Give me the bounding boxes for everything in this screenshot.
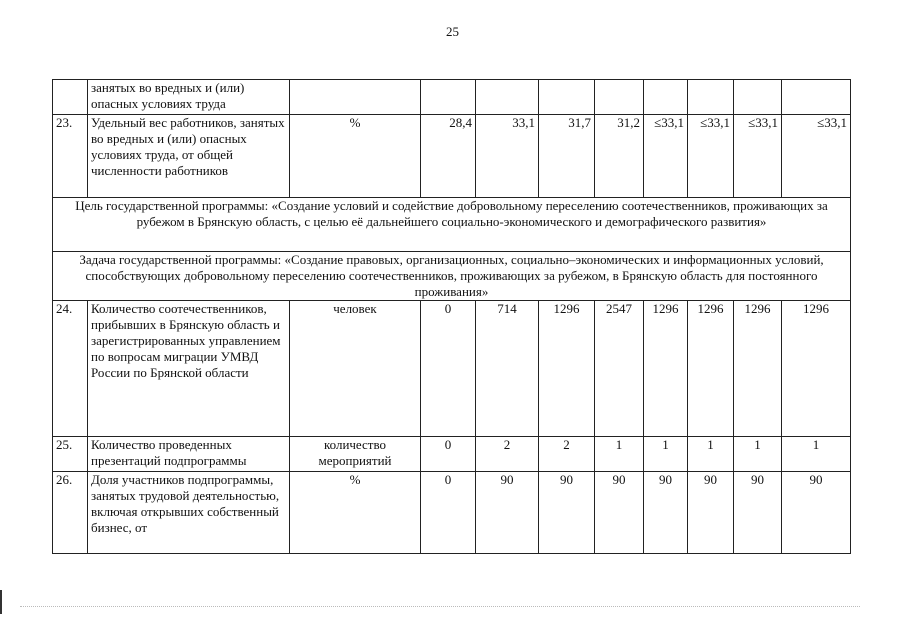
goal-row <box>53 198 851 252</box>
value-cell <box>421 80 476 115</box>
value-cell: ≤33,1 <box>734 115 782 198</box>
value-cell: 1 <box>644 437 688 472</box>
program-task-text: Задача государственной программы: «Создание правовых, организационных, социально–экономических и информационных условий, способствующих добровольному переселению соотечественников, проживающих за рубежом, в Брянскую область для постоянного проживания» <box>53 252 851 301</box>
indicator-name-cell: Количество проведенных презентаций подпрограммы <box>88 437 290 472</box>
value-cell: 90 <box>734 472 782 554</box>
value-cell: 1 <box>782 437 851 472</box>
value-cell: 1296 <box>734 301 782 437</box>
indicator-name-cell: Удельный вес работников, занятых во вредных и (или) опасных условиях труда, от общей численности работников <box>88 115 290 198</box>
value-cell: 2547 <box>595 301 644 437</box>
value-cell: 1 <box>595 437 644 472</box>
value-cell: 90 <box>476 472 539 554</box>
unit-cell: % <box>290 472 421 554</box>
value-cell: 2 <box>539 437 595 472</box>
value-cell: ≤33,1 <box>688 115 734 198</box>
value-cell: 90 <box>595 472 644 554</box>
indicator-name-cell: Доля участников подпрограммы, занятых трудовой деятельностью, включая открывших собственный бизнес, от <box>88 472 290 554</box>
scan-noise-line <box>20 606 860 607</box>
value-cell: 90 <box>644 472 688 554</box>
value-cell: ≤33,1 <box>782 115 851 198</box>
value-cell: 90 <box>688 472 734 554</box>
indicators-table <box>52 79 851 554</box>
table-row-25 <box>53 437 851 472</box>
value-cell: 1296 <box>782 301 851 437</box>
value-cell: 33,1 <box>476 115 539 198</box>
row-number-cell: 26. <box>53 472 88 554</box>
value-cell <box>734 80 782 115</box>
unit-cell: % <box>290 115 421 198</box>
scan-edge-mark <box>0 590 2 614</box>
value-cell: 2 <box>476 437 539 472</box>
task-row <box>53 252 851 301</box>
table-row-23 <box>53 115 851 198</box>
row-number-cell: 23. <box>53 115 88 198</box>
value-cell: 28,4 <box>421 115 476 198</box>
row-number-cell: 25. <box>53 437 88 472</box>
value-cell: 1 <box>688 437 734 472</box>
value-cell <box>644 80 688 115</box>
value-cell: 1296 <box>539 301 595 437</box>
value-cell: 31,2 <box>595 115 644 198</box>
value-cell: 714 <box>476 301 539 437</box>
page-number: 25 <box>446 24 459 39</box>
indicator-name-cell: Количество соотечественников, прибывших в Брянскую область и зарегистрированных управлением по вопросам миграции УМВД России по Брянской области <box>88 301 290 437</box>
value-cell <box>688 80 734 115</box>
value-cell: 0 <box>421 472 476 554</box>
program-goal-text: Цель государственной программы: «Создание условий и содействие добровольному переселению соотечественников, проживающих за рубежом в Брянскую область, с целью её дальнейшего социально-экономического и демографического развития» <box>53 198 851 252</box>
table-row-continuation <box>53 80 851 115</box>
value-cell: 31,7 <box>539 115 595 198</box>
value-cell: 1296 <box>644 301 688 437</box>
value-cell: 1296 <box>688 301 734 437</box>
unit-cell <box>290 80 421 115</box>
value-cell: 90 <box>782 472 851 554</box>
value-cell <box>782 80 851 115</box>
value-cell <box>539 80 595 115</box>
value-cell: 1 <box>734 437 782 472</box>
table-row-26 <box>53 472 851 554</box>
value-cell: 90 <box>539 472 595 554</box>
row-number-cell: 24. <box>53 301 88 437</box>
value-cell <box>595 80 644 115</box>
unit-cell: количество мероприятий <box>290 437 421 472</box>
unit-cell: человек <box>290 301 421 437</box>
table-row-24 <box>53 301 851 437</box>
value-cell <box>476 80 539 115</box>
indicator-name-cell: занятых во вредных и (или) опасных условиях труда <box>88 80 290 115</box>
value-cell: 0 <box>421 301 476 437</box>
value-cell: 0 <box>421 437 476 472</box>
value-cell: ≤33,1 <box>644 115 688 198</box>
row-number-cell <box>53 80 88 115</box>
